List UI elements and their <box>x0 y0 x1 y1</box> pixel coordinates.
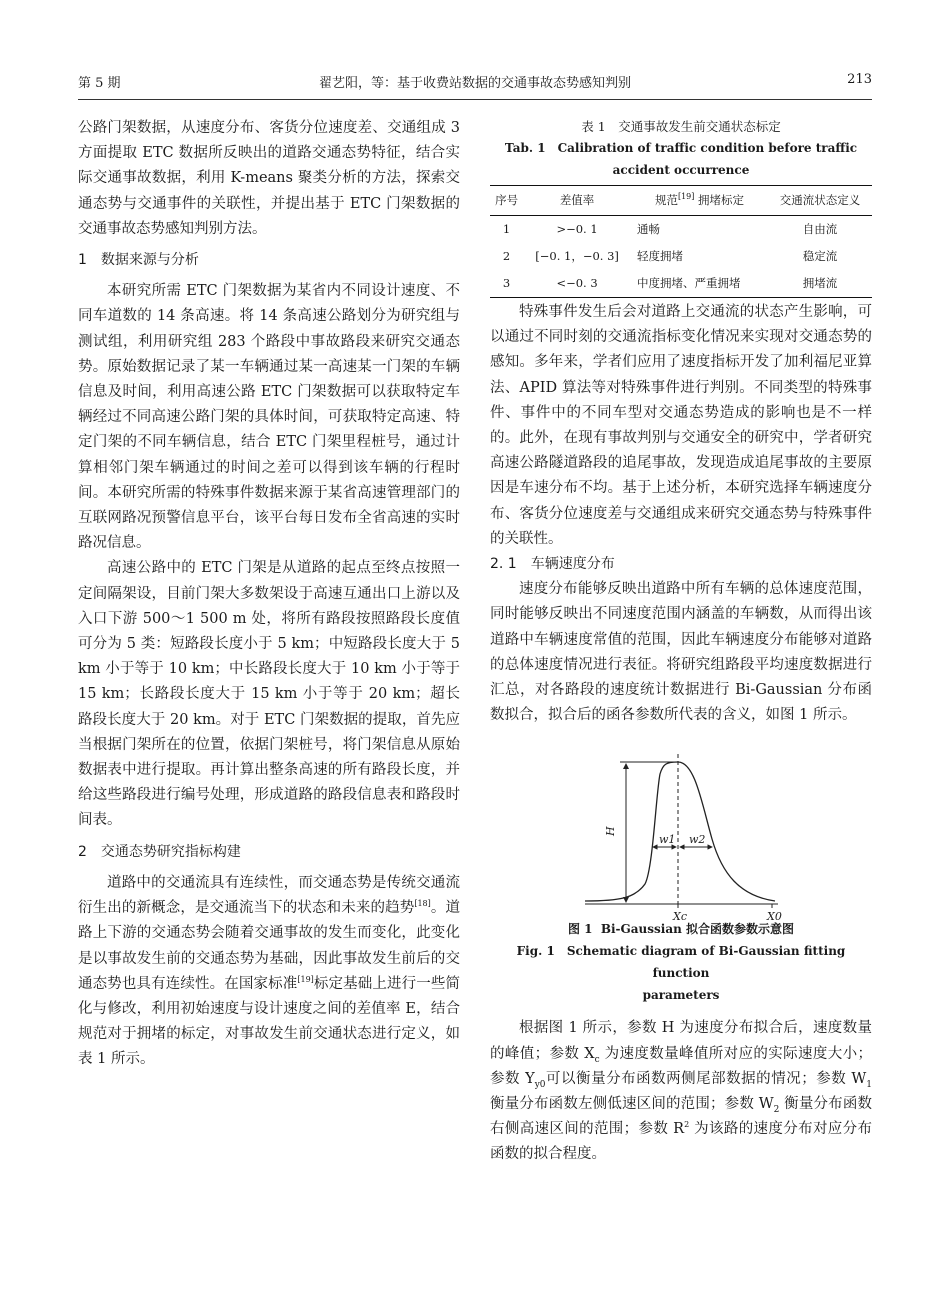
figure-caption-en-line2: parameters <box>642 988 720 1003</box>
left-column <box>78 116 460 1073</box>
reference-18: [18] <box>414 899 431 909</box>
gantry-paragraph: 高速公路中的 ETC 门架是从道路的起点至终点按照一定间隔架设，目前门架大多数架设于高速互通出口上游以及入口下游 500～1 500 m 处，将所有路段按照路段长度值可分为 5 类：短路段长度小于 5 km；中短路段长度大于 5 km 小于等于 10 km；中长路段长度大于 10 km 小于等于 15 km；长路段长度大于 15 km 小于等于 20 km；超长路段长度大于 20 km。对于 ETC 门架数据的提取，首先应当根据门架所在的位置，依据门架桩号，将门架信息从原始数据表中进行提取。再计算出整条高速的所有路段长度，并给这些路段进行编号处理，形成道路的路段信息表和路段时间表。 <box>78 560 460 829</box>
page-header <box>78 72 872 102</box>
label-h: H <box>604 826 617 837</box>
page-number: 213 <box>847 72 872 87</box>
para-text-c: 标定基础上进行一些简化与修改，利用初始速度与设计速度之间的差值率 E，结合规范对于拥堵的标定，对事故发生前交通状态进行定义，如表 1 所示。 <box>78 975 461 1068</box>
reference-19-header: [19] <box>677 192 695 202</box>
table-caption-en-line2: accident occurrence <box>612 163 750 177</box>
table-header-row <box>490 186 872 216</box>
label-w1: w1 <box>659 833 676 847</box>
label-x0: X0 <box>767 910 782 924</box>
table-row: 3 <−0. 3 中度拥堵、严重拥堵 拥堵流 <box>490 270 872 298</box>
reference-19: [19] <box>297 974 314 984</box>
table-row: 2 [−0. 1，−0. 3] 轻度拥堵 稳定流 <box>502 249 838 263</box>
label-w2: w2 <box>689 833 706 847</box>
issue-number: 第 5 期 <box>78 76 121 91</box>
col-header-rate: 差值率 <box>523 186 631 216</box>
col-header-calibration: 规范[19] 拥堵标定 <box>631 186 768 216</box>
right-column <box>490 116 872 1168</box>
section-2-heading <box>78 840 460 865</box>
section-1-heading <box>78 248 460 273</box>
traffic-state-table <box>490 185 872 298</box>
figure-title: Bi-Gaussian 拟合函数参数示意图 <box>600 922 795 937</box>
section-2-1-number: 2. 1 <box>490 556 517 573</box>
speed-distribution-paragraph: 速度分布能够反映出道路中所有车辆的总体速度范围，同时能够反映出不同速度范围内涵盖的车辆数，从而得出该道路中车辆速度常值的范围，因此车辆速度分布能够对道路的总体速度情况进行表征。将研究组路段平均速度数据进行汇总，对各路段的速度统计数据进行 Bi-Gaussian 分布函数拟合，拟合后的函各参数所代表的含义，如图 1 所示。 <box>490 581 872 724</box>
para-text-b: 。道路上下游的交通态势会随着交通事故的发生而变化，此变化是以事故发生前的交通态势为基础，因此事故发生前后的交通态势也具有连续性。在国家标准 <box>78 900 461 992</box>
para-text-a: 道路中的交通流具有连续性，而交通态势是传统交通流衍生出的新概念，是交通流当下的状态和未来的趋势 <box>78 874 460 917</box>
section-2-1-title: 车辆速度分布 <box>530 556 615 573</box>
table-caption-en-line1: Tab. 1 Calibration of traffic condition before traffic <box>504 141 858 155</box>
running-title: 翟艺阳，等：基于收费站数据的交通事故态势感知判别 <box>318 76 631 91</box>
col-header-state: 交通流状态定义 <box>768 186 872 216</box>
parameter-paragraph: 根据图 1 所示，参数 H 为速度分布拟合后，速度数量的峰值；参数 $X_c$ 为速度数量峰值所对应的实际速度大小；参数 $Y_{y0}$可以衡量分布函数两侧尾部数据的情况；参数 $W_1$ 衡量分布函数左侧低速区间的范围；参数 $W_2$ 衡量分布函数右侧高速区间的范围；参数 $R^2$ 为该路的速度分布对应分布函数的拟合程度。 <box>490 1020 873 1163</box>
data-source-paragraph: 本研究所需 ETC 门架数据为某省内不同设计速度、不同车道数的 14 条高速。将 14 条高速公路划分为研究组与测试组，利用研究组 283 个路段中事故路段来研究交通态势。原始数据记录了某一车辆通过某一高速某一门架的车辆信息及时间，利用高速公路 ETC 门架数据可以获取特定车辆经过不同高速公路门架的具体时间，可获取特定高速、特定门架的不同车辆信息，结合 ETC 门架里程桩号，通过计算相邻门架车辆通过的时间之差可以得到该车辆的行程时间。本研究所需的特殊事件数据来源于某省高速管理部门的互联网路况预警信息平台，该平台每日发布全省高速的实时路况信息。 <box>78 283 460 552</box>
header-rule <box>78 99 872 100</box>
col-header-index: 序号 <box>490 186 523 216</box>
section-2-title: 交通态势研究指标构建 <box>100 843 241 860</box>
label-xc: Xc <box>673 910 687 924</box>
section-1-title: 数据来源与分析 <box>100 252 199 269</box>
intro-paragraph: 公路门架数据，从速度分布、客货分位速度差、交通组成 3 方面提取 ETC 数据所反映出的道路交通态势特征，结合实际交通事故数据，利用 K-means 聚类分析的方法，探索交通态势与交通事件的关联性，并提出基于 ETC 门架数据的交通事故态势感知判别方法。 <box>78 120 460 237</box>
table-caption-cn: 表 1 交通事故发生前交通状态标定 <box>581 119 781 134</box>
section-1-number: 1 <box>78 252 87 269</box>
figure-number: 图 1 <box>567 922 593 937</box>
table-row: 1 >−0. 1 通畅 自由流 <box>502 222 838 236</box>
figure-1 <box>490 744 872 924</box>
figure-caption-en-line1: Fig. 1 Schematic diagram of Bi-Gaussian fitting function <box>516 944 846 981</box>
section-2-1-heading <box>490 552 872 577</box>
bi-gaussian-diagram <box>490 744 872 924</box>
traffic-situation-paragraph <box>78 871 460 1073</box>
table-1 <box>490 116 872 298</box>
special-event-paragraph: 特殊事件发生后会对道路上交通流的状态产生影响，可以通过不同时刻的交通流指标变化情况来实现对交通态势的感知。多年来，学者们应用了速度指标开发了加利福尼亚算法、APID 算法等对特殊事件进行判别。不同类型的特殊事件、事件中的不同车型对交通态势造成的影响也是不一样的。此外，在现有事故判别与交通安全的研究中，学者研究高速公路隧道路段的追尾事故，发现造成追尾事故的主要原因是车速分布不均。基于上述分析，本研究选择车辆速度分布、客货分位速度差与交通组成来研究交通态势与特殊事件的关联性。 <box>490 304 872 547</box>
section-2-number: 2 <box>78 843 87 860</box>
